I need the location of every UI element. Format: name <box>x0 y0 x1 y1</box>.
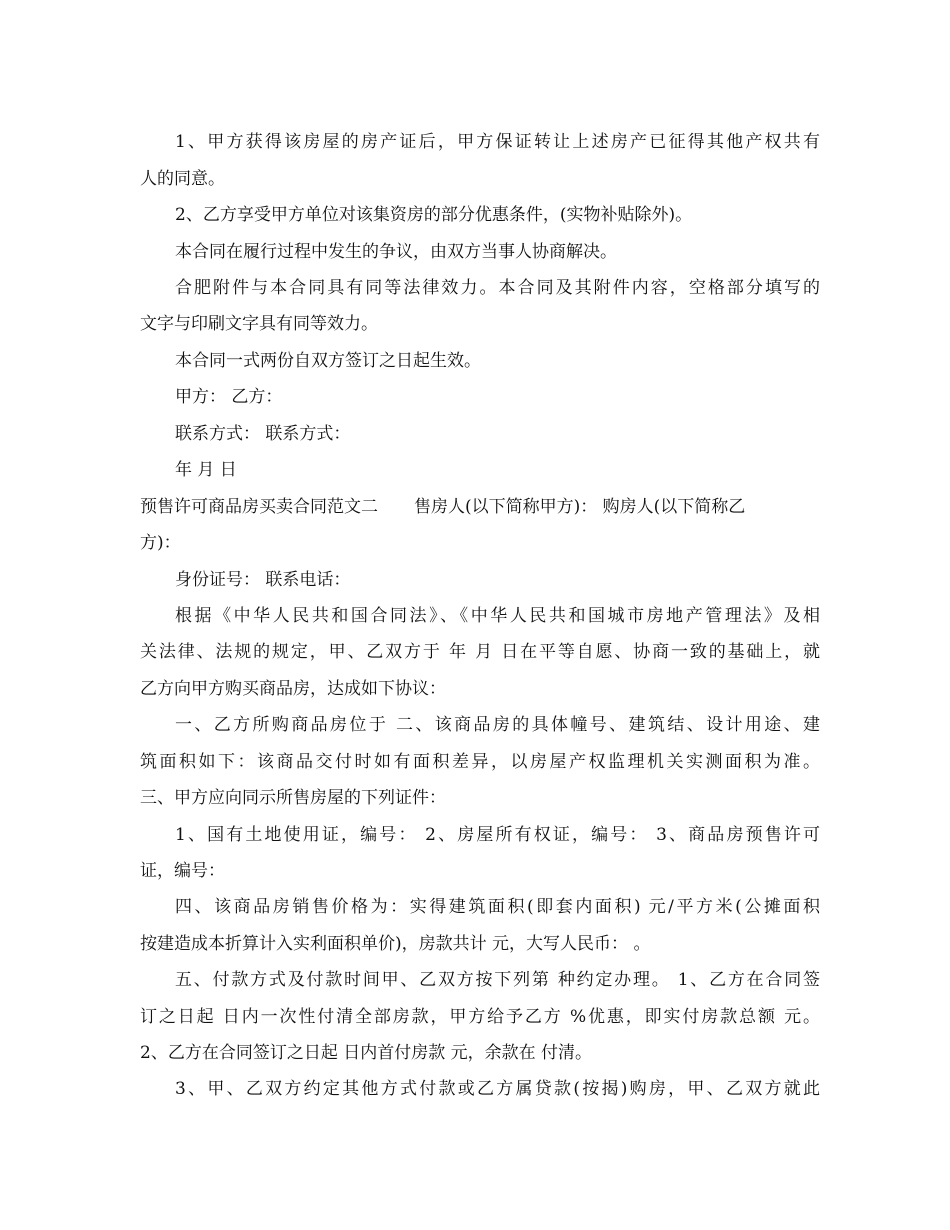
paragraph-line: 方)： <box>140 533 181 553</box>
contact-line: 联系方式： 联系方式： <box>175 424 351 444</box>
paragraph-line: 本合同一式两份自双方签订之日起生效。 <box>175 351 481 371</box>
paragraph-line: 三、甲方应向同示所售房屋的下列证件： <box>140 788 446 808</box>
paragraph-line: 人的同意。 <box>140 169 225 189</box>
paragraph-line: 2、乙方在合同签订之日起 日内首付房款 元，余款在 付清。 <box>140 1043 593 1063</box>
paragraph-line: 乙方向甲方购买商品房，达成如下协议： <box>140 679 446 699</box>
signature-line: 甲方： 乙方： <box>175 387 283 407</box>
paragraph-line: 本合同在履行过程中发生的争议，由双方当事人协商解决。 <box>175 242 617 262</box>
paragraph-line: 2、乙方享受甲方单位对该集资房的部分优惠条件，(实物补贴除外)。 <box>175 205 693 225</box>
paragraph-line: 根据《中华人民共和国合同法》、《中华人民共和国城市房地产管理法》及相 <box>175 606 820 626</box>
paragraph-line: 1、甲方获得该房屋的房产证后，甲方保证转让上述房产已征得其他产权共有 <box>175 132 820 152</box>
paragraph-line: 一、乙方所购商品房位于 二、该商品房的具体幢号、建筑结、设计用途、建 <box>175 715 820 735</box>
seller-buyer-line: 售房人(以下简称甲方)： 购房人(以下简称乙 <box>414 497 746 517</box>
paragraph-line: 1、国有土地使用证，编号： 2、房屋所有权证，编号： 3、商品房预售许可 <box>175 825 820 845</box>
paragraph-line: 关法律、法规的规定，甲、乙双方于 年 月 日在平等自愿、协商一致的基础上，就 <box>140 642 820 662</box>
paragraph-line: 订之日起 日内一次性付清全部房款，甲方给予乙方 %优惠，即实付房款总额 元。 <box>140 1007 820 1027</box>
paragraph-line: 合肥附件与本合同具有同等法律效力。本合同及其附件内容，空格部分填写的 <box>175 278 820 298</box>
contract-title: 预售许可商品房买卖合同范文二 <box>140 497 378 517</box>
paragraph-line: 五、付款方式及付款时间甲、乙双方按下列第 种约定办理。 1、乙方在合同签 <box>175 970 820 990</box>
paragraph-line: 3、甲、乙双方约定其他方式付款或乙方属贷款(按揭)购房，甲、乙双方就此 <box>175 1079 820 1099</box>
paragraph-line: 筑面积如下：该商品交付时如有面积差异，以房屋产权监理机关实测面积为准。 <box>140 752 820 772</box>
paragraph-line: 按建造成本折算计入实利面积单价)，房款共计 元，大写人民币： 。 <box>140 934 651 954</box>
paragraph-line: 四、该商品房销售价格为：实得建筑面积(即套内面积) 元/平方米(公摊面积 <box>175 897 820 917</box>
date-line: 年 月 日 <box>175 460 237 480</box>
paragraph-line: 文字与印刷文字具有同等效力。 <box>140 314 378 334</box>
paragraph-line: 身份证号： 联系电话： <box>175 570 351 590</box>
contract-heading-row <box>140 489 820 525</box>
paragraph-line: 证，编号： <box>140 861 225 881</box>
